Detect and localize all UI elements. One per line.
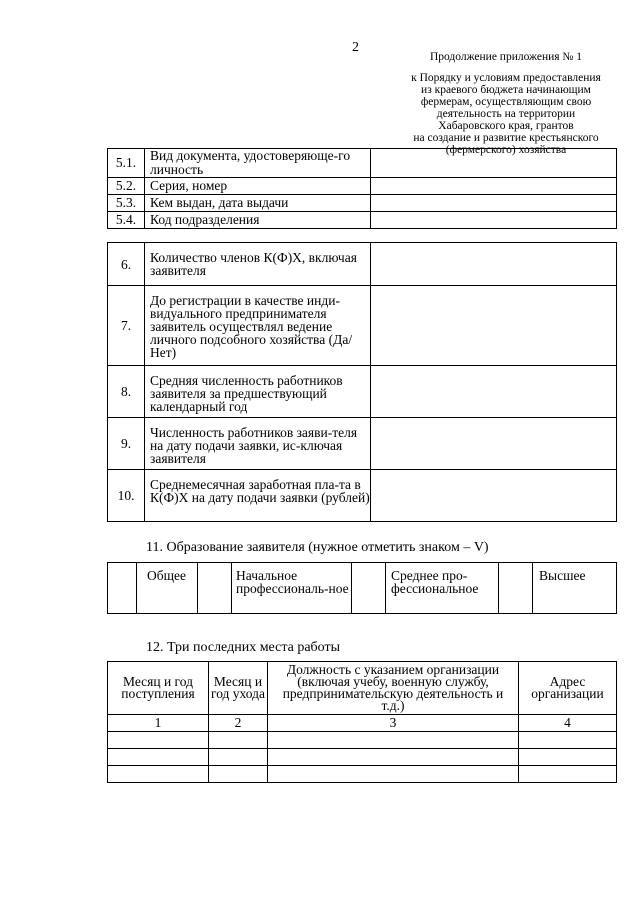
row-number: 5.2. <box>108 178 145 195</box>
column-number: 2 <box>209 715 268 732</box>
row-label: Количество членов К(Ф)Х, включая заявителя <box>145 243 371 286</box>
row-number: 6. <box>108 243 145 286</box>
checkbox-cell[interactable] <box>198 563 232 614</box>
header-line: на создание и развитие крестьянского <box>413 132 599 144</box>
column-number: 1 <box>108 715 209 732</box>
value-cell[interactable] <box>371 243 617 286</box>
input-cell[interactable] <box>268 749 519 766</box>
header-line: (фермерского) хозяйства <box>445 144 567 156</box>
table-row <box>108 195 617 212</box>
row-number: 10. <box>108 470 145 522</box>
row-label: Код подразделения <box>145 212 371 229</box>
table-row <box>108 212 617 229</box>
input-cell[interactable] <box>519 766 617 783</box>
education-option-secondary-vocational: Среднее про-фессиональное <box>386 563 499 614</box>
table-row <box>108 366 617 418</box>
column-number-row <box>108 715 617 732</box>
column-header: Месяц и год поступления <box>108 662 209 715</box>
table-row <box>108 470 617 522</box>
input-cell[interactable] <box>209 766 268 783</box>
header-line: из краевого бюджета начинающим <box>421 84 591 96</box>
row-label: Средняя численность работников заявителя за предшествующий календарный год <box>145 366 371 418</box>
row-number: 5.4. <box>108 212 145 229</box>
input-cell[interactable] <box>108 749 209 766</box>
page-number: 2 <box>352 40 359 55</box>
row-number: 5.1. <box>108 149 145 178</box>
header-line: фермерам, осуществляющим свою <box>420 96 592 108</box>
row-label: Кем выдан, дата выдачи <box>145 195 371 212</box>
value-cell[interactable] <box>371 418 617 470</box>
table-row <box>108 286 617 366</box>
education-option-higher: Высшее <box>533 563 617 614</box>
value-cell[interactable] <box>371 366 617 418</box>
education-table <box>107 562 617 614</box>
row-label: Вид документа, удостоверяюще-го личность <box>145 149 371 178</box>
identity-document-table <box>107 148 617 229</box>
input-cell[interactable] <box>268 732 519 749</box>
value-cell[interactable] <box>371 286 617 366</box>
input-cell[interactable] <box>519 732 617 749</box>
value-cell[interactable] <box>371 212 617 229</box>
row-label: Среднемесячная заработная пла-та в К(Ф)Х на дату подачи заявки (рублей) <box>145 470 371 522</box>
row-label: До регистрации в качестве инди-видуального предпринимателя заявитель осуществлял ведение личного подсобного хозяйства (Да/Нет) <box>145 286 371 366</box>
header-line: деятельность на территории <box>436 108 576 120</box>
input-cell[interactable] <box>268 766 519 783</box>
table-row <box>108 766 617 783</box>
value-cell[interactable] <box>371 195 617 212</box>
column-header: Должность с указанием организации (включая учебу, военную службу, предпринимательскую деятельность и т.д.) <box>268 662 519 715</box>
table-row <box>108 563 617 614</box>
education-option-general: Общее <box>137 563 198 614</box>
header-line: Продолжение приложения № 1 <box>429 51 583 63</box>
header-row <box>108 662 617 715</box>
row-number: 8. <box>108 366 145 418</box>
header-line: к Порядку и условиям предоставления <box>411 72 601 84</box>
row-number: 5.3. <box>108 195 145 212</box>
table-row <box>108 732 617 749</box>
value-cell[interactable] <box>371 149 617 178</box>
input-cell[interactable] <box>209 732 268 749</box>
applicant-info-table <box>107 242 617 522</box>
checkbox-cell[interactable] <box>108 563 137 614</box>
education-option-primary-vocational: Начальное профессиональ-ное <box>232 563 352 614</box>
input-cell[interactable] <box>209 749 268 766</box>
row-label: Серия, номер <box>145 178 371 195</box>
appendix-header <box>388 51 624 156</box>
input-cell[interactable] <box>519 749 617 766</box>
jobs-title: 12. Три последних места работы <box>146 640 341 655</box>
value-cell[interactable] <box>371 178 617 195</box>
row-label: Численность работников заяви-теля на дату подачи заявки, ис-ключая заявителя <box>145 418 371 470</box>
header-line: Хабаровского края, грантов <box>438 120 574 132</box>
input-cell[interactable] <box>108 732 209 749</box>
education-title: 11. Образование заявителя (нужное отметить знаком – V) <box>146 540 489 555</box>
table-row <box>108 243 617 286</box>
jobs-table <box>107 661 617 783</box>
table-row <box>108 749 617 766</box>
checkbox-cell[interactable] <box>499 563 533 614</box>
table-row <box>108 418 617 470</box>
input-cell[interactable] <box>108 766 209 783</box>
row-number: 7. <box>108 286 145 366</box>
table-row <box>108 149 617 178</box>
value-cell[interactable] <box>371 470 617 522</box>
column-number: 4 <box>519 715 617 732</box>
column-number: 3 <box>268 715 519 732</box>
table-row <box>108 178 617 195</box>
column-header: Месяц и год ухода <box>209 662 268 715</box>
checkbox-cell[interactable] <box>352 563 386 614</box>
column-header: Адрес организации <box>519 662 617 715</box>
row-number: 9. <box>108 418 145 470</box>
